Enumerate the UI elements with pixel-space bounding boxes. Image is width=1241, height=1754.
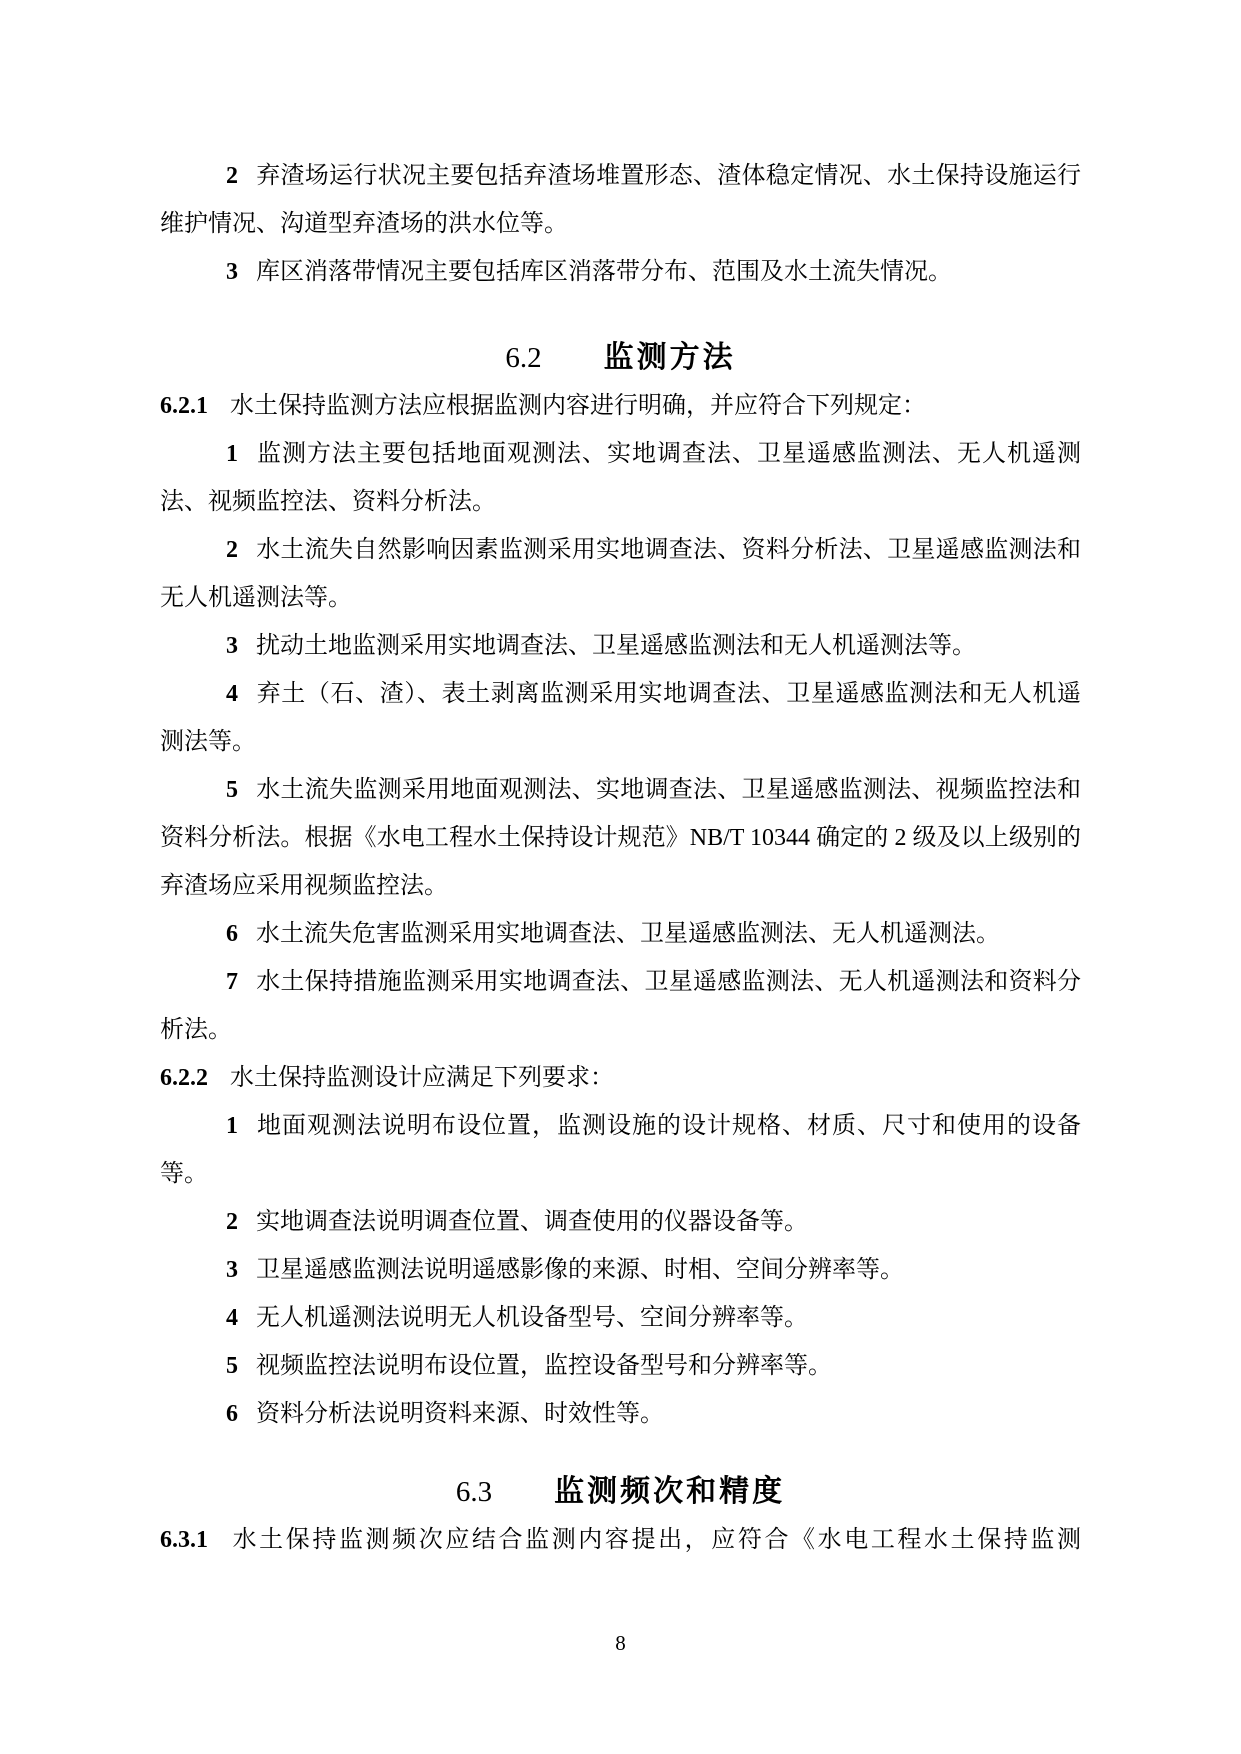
item-number: 2 [226, 537, 238, 563]
heading-number: 6.3 [455, 1476, 493, 1508]
section-heading-6-2 [160, 334, 1081, 382]
clause-text: 水土保持监测设计应满足下列要求： [230, 1065, 614, 1091]
paragraph-item [160, 766, 1081, 910]
paragraph-item [160, 1246, 1081, 1294]
item-text: 库区消落带情况主要包括库区消落带分布、范围及水土流失情况。 [256, 259, 952, 285]
clause-text: 水土保持监测方法应根据监测内容进行明确，并应符合下列规定： [230, 393, 926, 419]
clause-6-2-1 [160, 382, 1081, 430]
item-number: 4 [226, 1305, 238, 1331]
clause-6-3-1 [160, 1516, 1081, 1564]
item-number: 6 [226, 921, 238, 947]
item-text: 水土流失监测采用地面观测法、实地调查法、卫星遥感监测法、视频监控法和资料分析法。根据《水电工程水土保持设计规范》NB/T 10344 确定的 2 级及以上级别的弃渣场应采用视频监控法。 [160, 777, 1081, 899]
item-text: 实地调查法说明调查位置、调查使用的仪器设备等。 [256, 1209, 808, 1235]
page-content [160, 152, 1081, 1564]
paragraph-item [160, 248, 1081, 296]
heading-title: 监测频次和精度 [554, 1475, 786, 1508]
section-heading-6-3 [160, 1468, 1081, 1516]
paragraph-item [160, 1294, 1081, 1342]
paragraph-item [160, 1102, 1081, 1198]
paragraph-item [160, 622, 1081, 670]
item-number: 1 [226, 441, 238, 467]
item-text: 扰动土地监测采用实地调查法、卫星遥感监测法和无人机遥测法等。 [256, 633, 976, 659]
item-number: 2 [226, 163, 238, 189]
item-text: 监测方法主要包括地面观测法、实地调查法、卫星遥感监测法、无人机遥测法、视频监控法、资料分析法。 [160, 441, 1081, 515]
item-number: 3 [226, 1257, 238, 1283]
item-number: 5 [226, 1353, 238, 1379]
clause-number: 6.2.2 [160, 1065, 208, 1091]
item-number: 7 [226, 969, 238, 995]
item-text: 地面观测法说明布设位置，监测设施的设计规格、材质、尺寸和使用的设备等。 [160, 1113, 1081, 1187]
item-text: 卫星遥感监测法说明遥感影像的来源、时相、空间分辨率等。 [256, 1257, 904, 1283]
paragraph-item [160, 152, 1081, 248]
item-text: 视频监控法说明布设位置，监控设备型号和分辨率等。 [256, 1353, 832, 1379]
item-text: 水土流失自然影响因素监测采用实地调查法、资料分析法、卫星遥感监测法和无人机遥测法等。 [160, 537, 1081, 611]
paragraph-item [160, 526, 1081, 622]
paragraph-item [160, 670, 1081, 766]
item-number: 3 [226, 633, 238, 659]
clause-text: 水土保持监测频次应结合监测内容提出，应符合《水电工程水土保持监测 [230, 1527, 1081, 1553]
item-number: 6 [226, 1401, 238, 1427]
item-text: 弃渣场运行状况主要包括弃渣场堆置形态、渣体稳定情况、水土保持设施运行维护情况、沟道型弃渣场的洪水位等。 [160, 163, 1081, 237]
paragraph-item [160, 1198, 1081, 1246]
clause-number: 6.3.1 [160, 1527, 208, 1553]
item-number: 2 [226, 1209, 238, 1235]
item-number: 3 [226, 259, 238, 285]
item-text: 水土保持措施监测采用实地调查法、卫星遥感监测法、无人机遥测法和资料分析法。 [160, 969, 1081, 1043]
item-number: 4 [226, 681, 238, 707]
item-text: 弃土（石、渣）、表土剥离监测采用实地调查法、卫星遥感监测法和无人机遥测法等。 [160, 681, 1081, 755]
paragraph-item [160, 910, 1081, 958]
item-number: 5 [226, 777, 238, 803]
item-text: 资料分析法说明资料来源、时效性等。 [256, 1401, 664, 1427]
clause-6-2-2 [160, 1054, 1081, 1102]
paragraph-item [160, 1390, 1081, 1438]
item-number: 1 [226, 1113, 238, 1139]
heading-title: 监测方法 [603, 341, 736, 374]
heading-number: 6.2 [505, 342, 542, 374]
clause-number: 6.2.1 [160, 393, 208, 419]
page-number: 8 [615, 1631, 626, 1655]
paragraph-item [160, 1342, 1081, 1390]
item-text: 水土流失危害监测采用实地调查法、卫星遥感监测法、无人机遥测法。 [256, 921, 1000, 947]
paragraph-item [160, 430, 1081, 526]
paragraph-item [160, 958, 1081, 1054]
item-text: 无人机遥测法说明无人机设备型号、空间分辨率等。 [256, 1305, 808, 1331]
